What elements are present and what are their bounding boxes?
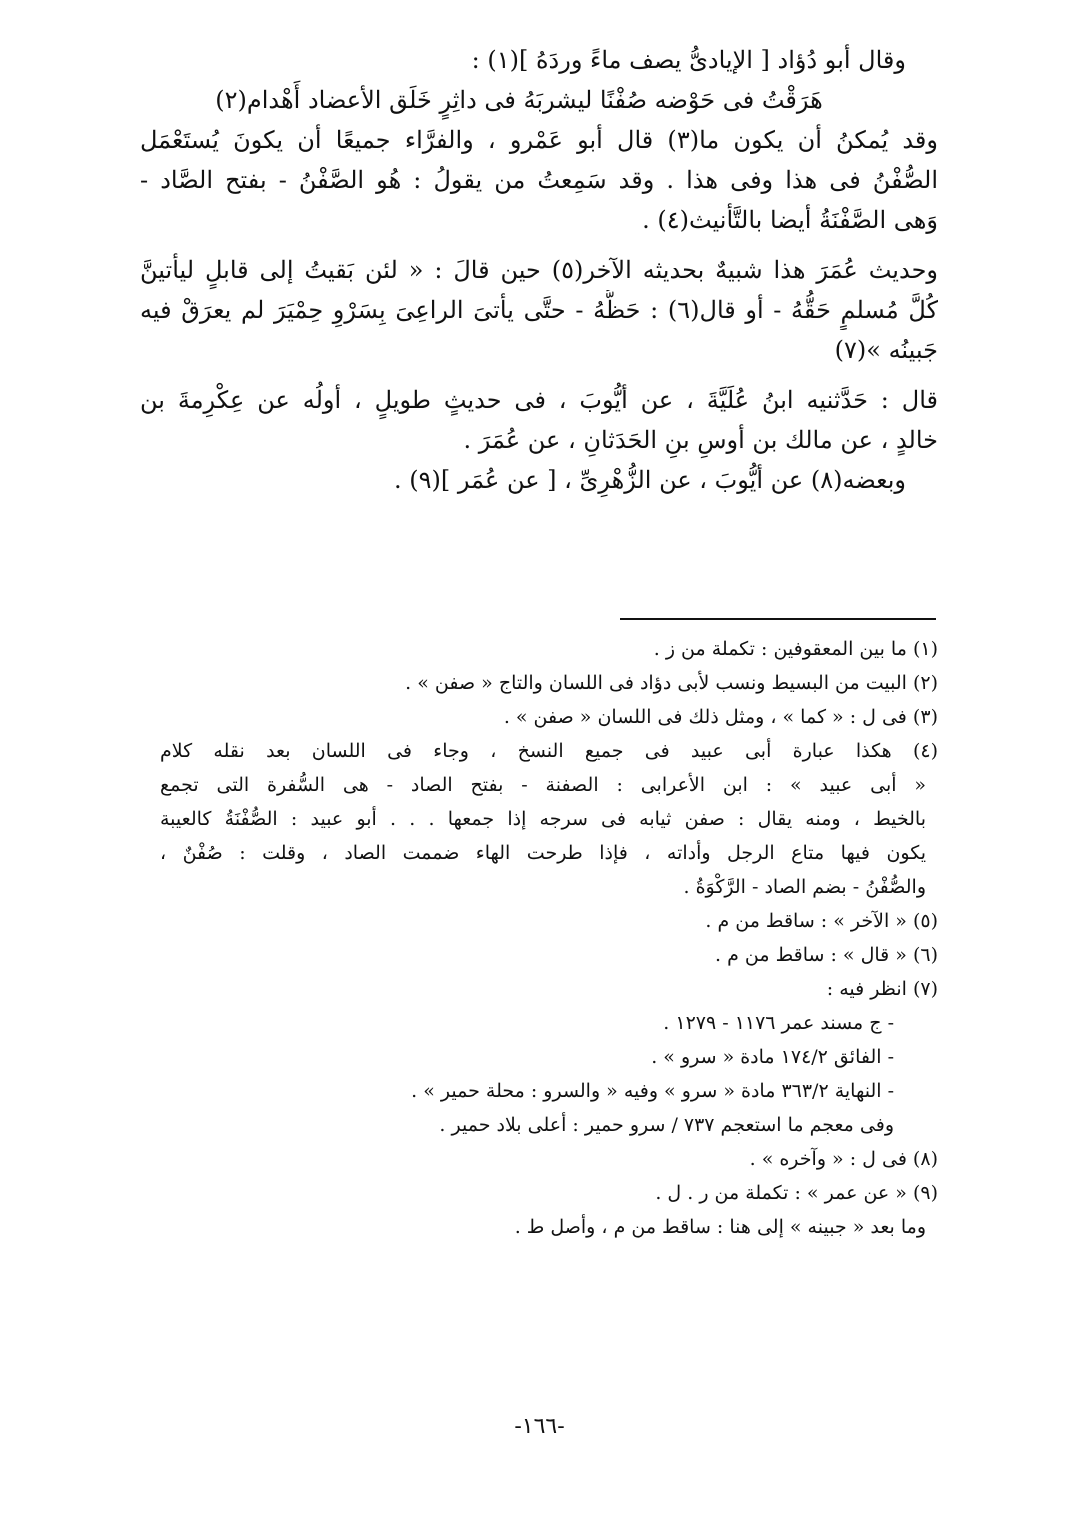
- footnote-line: وما بعد « جبينه » إلى هنا : ساقط من م ، وأصل ط .: [514, 1216, 926, 1238]
- footnote-line: (٨) فى ل : « وآخره » .: [749, 1148, 938, 1170]
- footnote-line: (٢) البيت من البسيط ونسب لأبى دؤاد فى اللسان والتاج « صفن » .: [405, 672, 938, 694]
- footnotes: [160, 632, 938, 1244]
- footnote-line: - ج مسند عمر ١١٧٦ - ١٢٧٩ .: [663, 1012, 894, 1034]
- text-line: كُلَّ مُسلمٍ حَقُّهُ - أو قال(٦) : حَظُّهُ - حتَّى يأتىَ الراعِىَ بِسَرْوِ حِمْيَرَ لم يعرَقْ فيه: [140, 296, 938, 324]
- footnote-line: بالخيط ، ومنه يقال : صفن ثيابه فى سرجه إذا جمعها . . . أبو عبيد : الصُّفْنَةُ كالعيبة: [160, 808, 926, 830]
- paragraph-gap: [140, 240, 938, 250]
- footnote-line: (٥) « الآخر » : ساقط من م .: [705, 910, 938, 932]
- page-number: -١٦٦-: [514, 1414, 565, 1439]
- footnote-line: (١) ما بين المعقوفين : تكملة من ز .: [653, 638, 938, 660]
- footnote-line: - النهاية ٣٦٣/٢ مادة « سرو » وفيه « والسرو : محلة حمير » .: [411, 1080, 894, 1102]
- footnote-line: (٤) هكذا عبارة أبى عبيد فى جميع النسخ ، وجاء فى اللسان بعد نقله كلام: [160, 740, 938, 762]
- footnote-line: والصُّفْنُ - بضم الصاد - الرَّكْوَةُ .: [683, 876, 926, 898]
- text-line: وقال أبو دُؤاد [ الإيادىُّ يصف ماءً وردَهُ ](١) :: [471, 46, 906, 74]
- footnote-line: وفى معجم ما استعجم ٧٣٧ / سرو حمير : أعلى بلاد حمير .: [439, 1114, 894, 1136]
- text-line: وحديث عُمَرَ هذا شبيهٌ بحديثه الآخر(٥) حين قالَ : « لئن بَقيتُ إلى قابلٍ ليأتينَّ: [140, 256, 938, 284]
- text-line: قال : حَدَّثنيه ابنُ عُلَيَّةَ ، عن أيُّوبَ ، فى حديثٍ طويلٍ ، أولُه عن عِكْرِمةَ بن: [140, 386, 938, 414]
- footnote-line: « أبى عبيد » : ابن الأعرابى : الصفنة - بفتح الصاد - هى السُّفرة التى تجمع: [160, 774, 926, 796]
- paragraph-gap: [140, 370, 938, 380]
- footnote-line: (٣) فى ل : « كما » ، ومثل ذلك فى اللسان « صفن » .: [503, 706, 938, 728]
- footnote-line: (٩) « عن عمر » : تكملة من ر . ل .: [655, 1182, 938, 1204]
- main-text: [140, 40, 938, 500]
- footnote-line: يكون فيها متاع الرجل وأداته ، فإذا طرحت الهاء ضممت الصاد ، وقلت : صُفْنٌ ،: [160, 842, 926, 864]
- text-line: وبعضه(٨) عن أيُّوبَ ، عن الزُّهْرِىِّ ، [ عن عُمَر ](٩) .: [394, 466, 906, 494]
- text-line: وقد يُمكنُ أن يكون ما(٣) قال أبو عَمْرو ، والفرَّاء جميعًا أن يكونَ يُستَعْمَل: [140, 126, 938, 154]
- footnote-line: - الفائق ١٧٤/٢ مادة « سرو » .: [651, 1046, 894, 1068]
- text-line: خالدٍ ، عن مالك بن أوسِ بنِ الحَدَثانِ ، عن عُمَرَ .: [463, 426, 938, 454]
- poem-verse: هَرَقْتُ فى حَوْضه صُفْنًا ليشربَهُ فى داثِرٍ خَلَق الأعضاد أَهْدام(٢): [215, 86, 823, 114]
- text-line: جَبينُه »(٧): [834, 336, 938, 364]
- text-line: وَهى الصَّفْنَةُ أيضا بالتَّأنيث(٤) .: [642, 206, 938, 234]
- footnote-separator: [620, 618, 936, 620]
- footnote-line: (٧) انظر فيه :: [826, 978, 938, 1000]
- footnote-line: (٦) « قال » : ساقط من م .: [715, 944, 938, 966]
- text-line: الصُّفْنُ فى هذا وفى هذا . وقد سَمِعتُ من يقولُ : هُو الصَّفْنُ - بفتح الصَّاد -: [140, 166, 938, 194]
